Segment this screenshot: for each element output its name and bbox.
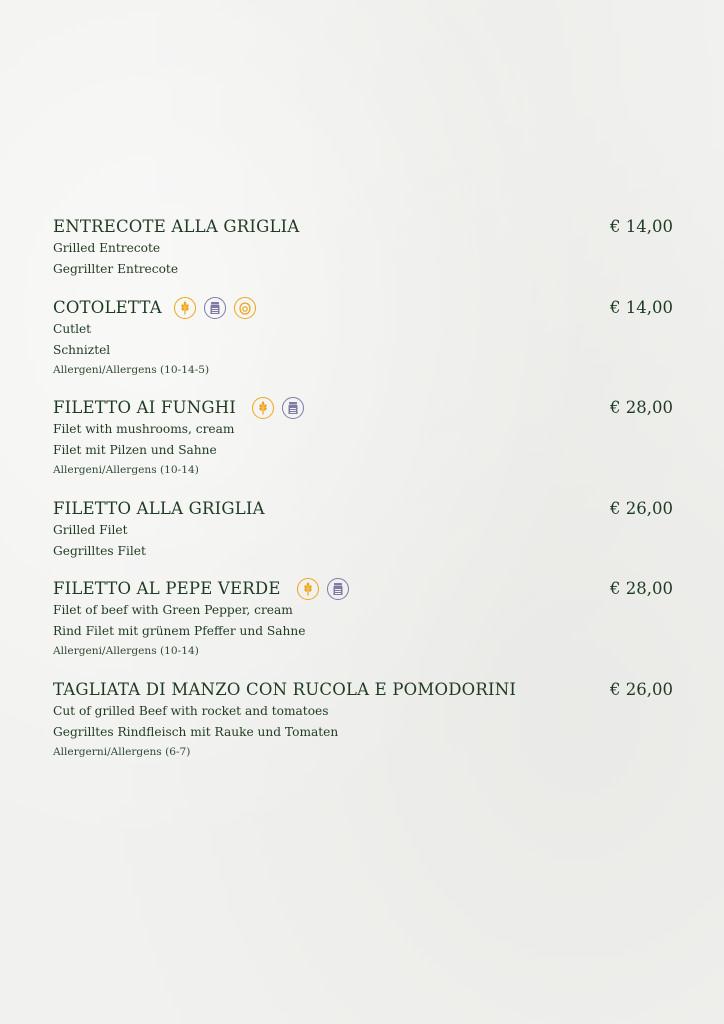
item-price: € 26,00 — [610, 499, 673, 518]
item-title: FILETTO AI FUNGHI — [53, 398, 237, 417]
item-title-row — [53, 397, 673, 419]
item-desc-en: Cutlet — [53, 322, 92, 336]
item-desc-de: Schniztel — [53, 342, 111, 357]
item-title-row — [53, 578, 673, 600]
menu-item-entrecote — [53, 216, 673, 297]
item-desc-en: Filet with mushrooms, cream — [53, 422, 235, 436]
menu-item-cotoletta — [53, 297, 673, 397]
item-allergens: Allergeni/Allergens (10-14) — [53, 464, 199, 476]
item-title: COTOLETTA — [53, 298, 162, 317]
item-title-row — [53, 216, 673, 238]
item-title-row — [53, 679, 673, 701]
egg-icon — [234, 297, 256, 319]
item-price: € 26,00 — [610, 680, 673, 699]
item-price: € 28,00 — [610, 398, 673, 417]
item-allergens: Allergeni/Allergens (10-14) — [53, 645, 199, 657]
item-desc-en: Cut of grilled Beef with rocket and tomatoes — [53, 704, 329, 718]
allergen-icons — [174, 297, 256, 319]
item-title: ENTRECOTE ALLA GRIGLIA — [53, 217, 300, 236]
milk-icon — [327, 578, 349, 600]
gluten-icon — [252, 397, 274, 419]
item-desc-de: Filet mit Pilzen und Sahne — [53, 442, 217, 457]
allergen-icons — [252, 397, 304, 419]
menu-item-tagliata — [53, 679, 673, 769]
item-desc-en: Grilled Entrecote — [53, 241, 161, 255]
menu-item-filetto-funghi — [53, 397, 673, 498]
item-desc-de: Gegrilltes Filet — [53, 543, 146, 558]
item-price: € 14,00 — [610, 217, 673, 236]
milk-icon — [282, 397, 304, 419]
gluten-icon — [297, 578, 319, 600]
item-title-row — [53, 498, 673, 520]
item-allergens: Allergerni/Allergens (6-7) — [53, 746, 191, 758]
item-desc-en: Filet of beef with Green Pepper, cream — [53, 603, 293, 617]
item-desc-de: Rind Filet mit grünem Pfeffer und Sahne — [53, 623, 306, 638]
item-desc-de: Gegrillter Entrecote — [53, 261, 179, 276]
item-desc-en: Grilled Filet — [53, 523, 128, 537]
item-title-row — [53, 297, 673, 319]
item-title: TAGLIATA DI MANZO CON RUCOLA E POMODORINI — [53, 680, 517, 699]
allergen-icons — [297, 578, 349, 600]
item-title: FILETTO AL PEPE VERDE — [53, 579, 281, 598]
item-price: € 28,00 — [610, 579, 673, 598]
menu-item-filetto-pepe-verde — [53, 578, 673, 679]
item-title: FILETTO ALLA GRIGLIA — [53, 499, 265, 518]
item-desc-de: Gegrilltes Rindfleisch mit Rauke und Tomaten — [53, 724, 339, 739]
menu-item-filetto-griglia — [53, 498, 673, 578]
item-price: € 14,00 — [610, 298, 673, 317]
gluten-icon — [174, 297, 196, 319]
menu-list — [53, 216, 673, 769]
milk-icon — [204, 297, 226, 319]
item-allergens: Allergeni/Allergens (10-14-5) — [53, 364, 210, 376]
